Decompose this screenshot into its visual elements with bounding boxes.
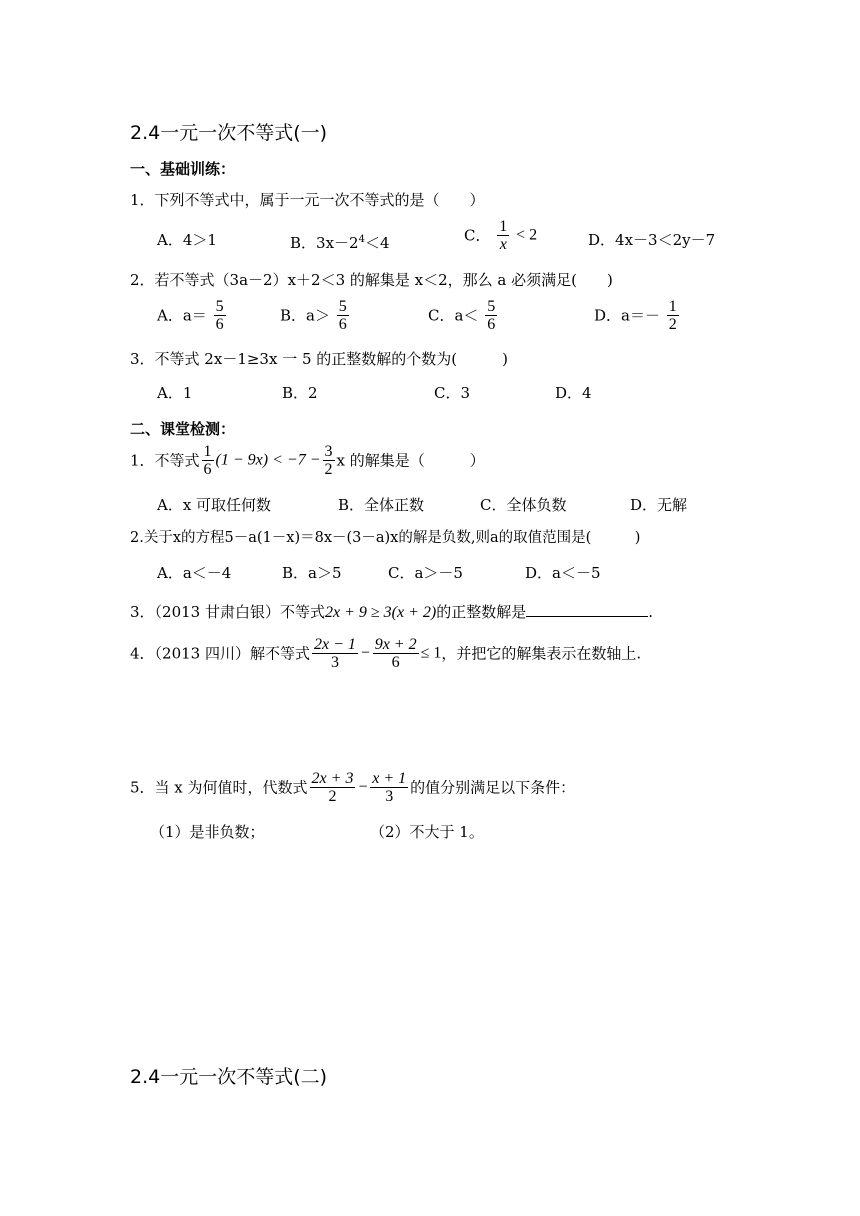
p2-option-a: A．a＜－4 (157, 564, 232, 582)
q3-option-d: D．4 (555, 384, 592, 402)
p1-option-b: B．全体正数 (338, 496, 425, 514)
q2-option-d: D．a＝－ $\frac{1}{2}$ (594, 298, 677, 333)
p1-stem: 1．不等式 $\frac{1}{6}$ (1 − 9x) < −7 − $\frac{3}{2}$ x 的解集是（ ） (130, 443, 485, 478)
q1-option-b: B．$3x-2^4<4$ (290, 234, 390, 252)
q1-stem: 1．下列不等式中，属于一元一次不等式的是（ ） (130, 191, 485, 209)
p5-stem: 5．当 x 为何值时，代数式 $\frac{2x + 3}{2}$ − $\frac{x + 1}{3}$ 的值分别满足以下条件： (130, 770, 576, 805)
q1-option-c: C． $\frac{1}{x}$ < 2 (464, 218, 538, 253)
q1-option-a: A．4＞1 (157, 231, 217, 249)
p3-stem: 3．（2013 甘肃白银）不等式2x + 9 ≥ 3(x + 2)的正整数解是 . (130, 603, 654, 621)
q2-stem: 2．若不等式（3a－2）x＋2＜3 的解集是 x＜2，那么 a 必须满足( ) (130, 271, 613, 289)
p5-condition-2: （2）不大于 1。 (370, 823, 484, 841)
p2-option-c: C．a＞－5 (388, 564, 463, 582)
p4-stem: 4．（2013 四川）解不等式 $\frac{2x - 1}{3}$ − $\frac{9x + 2}{6}$ ≤ 1，并把它的解集表示在数轴上. (130, 636, 642, 671)
q1-option-d: D．4x－3＜2y－7 (588, 231, 716, 249)
q3-option-c: C．3 (434, 384, 471, 402)
q2-option-b: B．a＞ $\frac{5}{6}$ (280, 298, 347, 333)
section-title-1: 2.4一元一次不等式(一) (130, 122, 328, 144)
heading-basic-training: 一、基础训练： (130, 160, 236, 178)
q2-option-c: C．a＜ $\frac{5}{6}$ (428, 298, 496, 333)
p1-option-c: C．全体负数 (480, 496, 567, 514)
p2-option-d: D．a＜－5 (525, 564, 601, 582)
p1-option-d: D．无解 (630, 496, 688, 514)
heading-class-check: 二、课堂检测： (130, 420, 236, 438)
p5-condition-1: （1）是非负数； (150, 823, 265, 841)
q3-stem: 3．不等式 2x－1≥3x 一 5 的正整数解的个数为( ) (130, 350, 508, 368)
p1-option-a: A．x 可取任何数 (157, 496, 272, 514)
q3-option-b: B．2 (282, 384, 318, 402)
p2-stem: 2.关于x的方程5－a(1－x)＝8x－(3－a)x的解是负数,则a的取值范围是( ) (130, 530, 641, 546)
p2-option-b: B．a＞5 (282, 564, 342, 582)
section-title-2: 2.4一元一次不等式(二) (130, 1066, 328, 1088)
q3-option-a: A．1 (157, 384, 193, 402)
answer-blank[interactable] (526, 602, 648, 617)
q2-option-a: A．a＝ $\frac{5}{6}$ (157, 298, 224, 333)
